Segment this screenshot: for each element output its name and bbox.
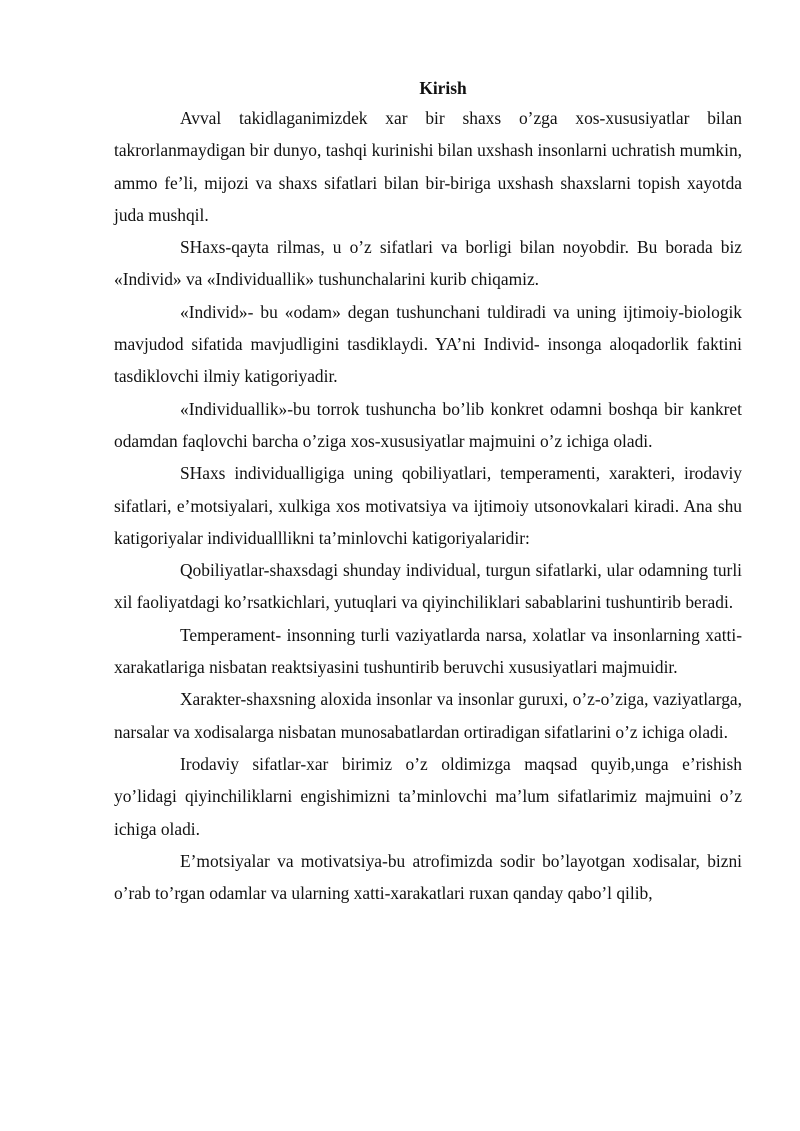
paragraph-3: «Individ»- bu «odam» degan tushunchani tuldiradi va uning ijtimoiy-biologik mavjudod sifatida mavjudligini tasdiklaydi. YA’ni Individ- insonga aloqadorlik faktini tasdiklovchi ilmiy katigoriyadir. xyxy=(114,301,742,387)
paragraph-1: Avval takidlaganimizdek xar bir shaxs o’zga xos-xususiyatlar bilan takrorlanmaydigan bir dunyo, tashqi kurinishi bilan uxshash insonlarni uchratish mumkin, ammo fe’li, mijozi va shaxs sifatlari bilan bir-biriga uxshash shaxslarni topish xayotda juda mushqil. xyxy=(114,108,742,225)
paragraph-2: SHaxs-qayta rilmas, u o’z sifatlari va borligi bilan noyobdir. Bu borada biz «Individ» va «Individuallik» tushunchalarini kurib chiqamiz. xyxy=(114,237,742,290)
paragraph-7: Temperament- insonning turli vaziyatlarda narsa, xolatlar va insonlarning xatti-xarakatlariga nisbatan reaktsiyasini tushuntirib beruvchi xususiyatlari majmuidir. xyxy=(114,624,742,678)
paragraph-8: Xarakter-shaxsning aloxida insonlar va insonlar guruxi, o’z-o’ziga, vaziyatlarga, narsalar va xodisalarga nisbatan munosabatlardan ortiradigan sifatlarini o’z ichiga oladi. xyxy=(114,689,742,742)
paragraph-9: Irodaviy sifatlar-xar birimiz o’z oldimizga maqsad quyib,unga e’rishish yo’lidagi qiyinchiliklarni engishimizni ta’minlovchi ma’lum sifatlarimiz majmuini o’z ichiga oladi. xyxy=(114,753,742,839)
document-page xyxy=(114,74,742,909)
paragraph-6: Qobiliyatlar-shaxsdagi shunday individual, turgun sifatlarki, ular odamning turli xil faoliyatdagi ko’rsatkichlari, yutuqlari va qiyinchiliklari sabablarini tushuntirib beradi. xyxy=(114,560,742,613)
paragraph-5: SHaxs individualligiga uning qobiliyatlari, temperamenti, xarakteri, irodaviy sifatlari, e’motsiyalari, xulkiga xos motivatsiya va ijtimoiy utsonovkalari kiradi. Ana shu katigoriyalar individualllikni ta’minlovchi katigoriyalaridir: xyxy=(114,463,742,548)
paragraph-4: «Individuallik»-bu torrok tushuncha bo’lib konkret odamni boshqa bir kankret odamdan faqlovchi barcha o’ziga xos-xususiyatlar majmuini o’z ichiga oladi. xyxy=(114,398,742,451)
paragraph-10: E’motsiyalar va motivatsiya-bu atrofimizda sodir bo’layotgan xodisalar, bizni o’rab to’rgan odamlar va ularning xatti-xarakatlari ruxan qanday qabo’l qilib, xyxy=(114,850,742,904)
page-title: Kirish xyxy=(419,78,467,98)
